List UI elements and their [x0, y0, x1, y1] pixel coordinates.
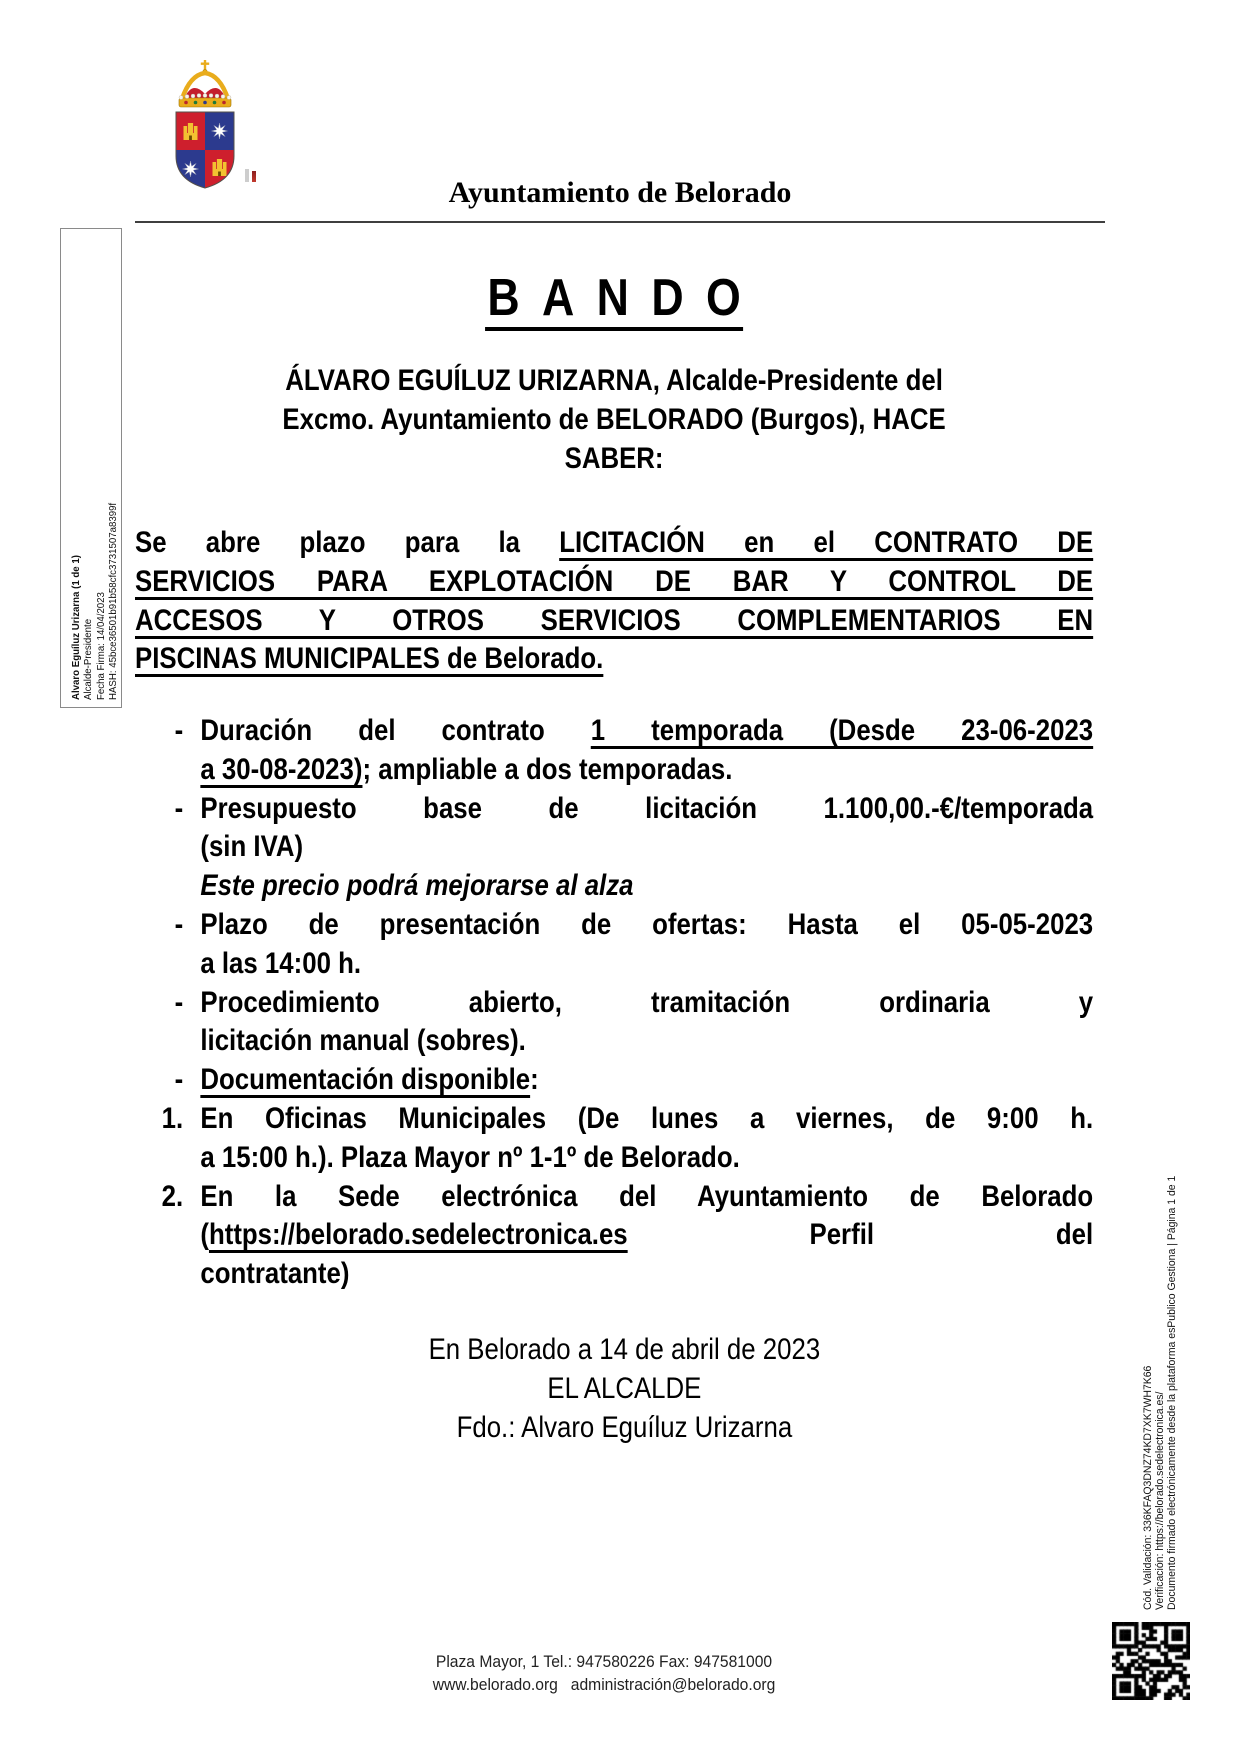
header-organization: Ayuntamiento de Belorado [448, 176, 792, 209]
list-item [135, 1100, 1093, 1178]
signed-platform-text: Documento firmado electrónicamente desde la plataforma esPublico Gestiona | Página 1 de 1 [1165, 1175, 1178, 1610]
text-segment: LICITACIÓN en el CONTRATO DE [559, 526, 1094, 559]
list-item-marker: - [174, 907, 184, 941]
list-item-line [200, 751, 1093, 790]
list-item-line [200, 1100, 1093, 1139]
list-item [135, 906, 1093, 984]
footer-address-line: Plaza Mayor, 1 Tel.: 947580226 Fax: 947581000 [435, 1652, 773, 1671]
text-segment: Se abre plazo para la [135, 526, 560, 559]
text-segment: : [530, 1063, 539, 1097]
text-segment: ( [200, 1218, 209, 1252]
footer-email: administración@belorado.org [570, 1675, 776, 1694]
signature-role: Alcalde-Presidente [82, 618, 95, 700]
list-item-line [200, 1216, 1093, 1255]
list-item-line [200, 867, 1093, 906]
text-segment: Procedimiento abierto, tramitación ordinaria y [200, 985, 1094, 1019]
heading-line: ÁLVARO EGUÍLUZ URIZARNA, Alcalde-Presidente del [285, 364, 943, 397]
text-segment: Este precio podrá mejorarse al alza [200, 869, 634, 903]
header-rule [135, 221, 1105, 223]
text-segment: contratante) [200, 1257, 350, 1291]
intro-paragraph [135, 524, 1093, 679]
list-item-line [200, 1061, 1093, 1100]
list-item-line [200, 1178, 1093, 1217]
belorado-coat-of-arms-icon [172, 58, 238, 192]
qr-code [1112, 1622, 1190, 1700]
text-segment: PISCINAS MUNICIPALES de Belorado. [135, 642, 604, 676]
list-item-line [200, 906, 1093, 945]
signature-hash: HASH: 45bce36501b91b58cfc3731507a8399f [107, 502, 120, 700]
signature-signer: Alvaro Eguíluz Urizarna (1 de 1) [70, 555, 82, 700]
text-segment: Documentación disponible [200, 1063, 531, 1097]
list-item [135, 790, 1093, 868]
list-item [135, 712, 1093, 790]
verification-url-text: Verificación: https://belorado.sedelectronica.es/ [1153, 1391, 1166, 1610]
text-segment: a las 14:00 h. [200, 946, 362, 980]
text-segment: En Oficinas Municipales (De lunes a viernes, de 9:00 h. [200, 1101, 1094, 1135]
validation-code-text: Cód. Validación: 336KFAQ3DNZ74KD7XK7WH7K66 [1142, 1365, 1154, 1610]
list-item-line [200, 828, 1093, 867]
text-segment: SERVICIOS PARA EXPLOTACIÓN DE BAR Y CONTROL DE [135, 564, 1094, 598]
text-segment: a 30-08-2023) [200, 752, 363, 786]
intro-line [135, 602, 1093, 641]
heading-line: Excmo. Ayuntamiento de BELORADO (Burgos), HACE [282, 402, 946, 436]
list-item-line [200, 1255, 1093, 1294]
text-segment: 1 temporada (Desde 23-06-2023 [590, 714, 1094, 747]
side-legal-text [1143, 993, 1178, 1611]
text-segment: En la Sede electrónica del Ayuntamiento de Belorado [200, 1179, 1094, 1213]
closing-role: EL ALCALDE [547, 1371, 702, 1405]
closing-block [156, 1331, 1094, 1447]
closing-signed-by: Fdo.: Alvaro Eguíluz Urizarna [456, 1410, 793, 1444]
text-segment: Presupuesto base de licitación 1.100,00.-€/temporada [200, 791, 1094, 825]
list-item-line [200, 984, 1093, 1023]
signature-date: Fecha Firma: 14/04/2023 [94, 592, 107, 700]
bando-title [135, 270, 1093, 327]
list-item-line [200, 1139, 1093, 1178]
closing-place-date: En Belorado a 14 de abril de 2023 [428, 1333, 821, 1366]
list-item-marker: 2. [161, 1179, 184, 1213]
text-segment: ; ampliable a dos temporadas. [362, 752, 733, 786]
list-item [135, 984, 1093, 1062]
text-segment: Plazo de presentación de ofertas: Hasta el 05-05-2023 [200, 907, 1094, 941]
list-item-line [200, 712, 1093, 751]
page-footer [163, 1650, 1044, 1696]
list-item-line [200, 945, 1093, 984]
footer-web-line [163, 1673, 1044, 1696]
list-item-marker: 1. [161, 1101, 184, 1135]
text-segment: a 15:00 h.). Plaza Mayor nº 1-1º de Belorado. [200, 1140, 740, 1174]
text-segment: (sin IVA) [200, 830, 304, 864]
footer-website: www.belorado.org [432, 1675, 558, 1694]
list-item-line [200, 1022, 1093, 1061]
text-segment: licitación manual (sobres). [200, 1024, 526, 1058]
list-item [135, 1061, 1093, 1100]
sede-electronica-url-link[interactable]: https://belorado.sedelectronica.es [208, 1218, 628, 1252]
list-item-marker: - [174, 985, 184, 1019]
heading-line: SABER: [564, 441, 664, 475]
bando-title-text: BANDO [487, 269, 764, 327]
list-item [135, 1178, 1093, 1294]
conditions-list [135, 712, 1093, 1294]
list-item-line [200, 790, 1093, 829]
list-item-marker: - [174, 1063, 184, 1097]
intro-line [135, 524, 1093, 563]
list-item [135, 867, 1093, 906]
signature-stamp-text [70, 271, 120, 700]
bando-title-underline [485, 327, 743, 331]
text-segment: Perfil del [627, 1218, 1094, 1252]
intro-line [135, 640, 1093, 679]
text-segment: ACCESOS Y OTROS SERVICIOS COMPLEMENTARIOS EN [135, 603, 1094, 637]
text-segment: Duración del contrato [200, 714, 591, 747]
intro-line [135, 563, 1093, 602]
list-item-marker: - [174, 791, 184, 825]
proclamation-heading [135, 362, 1093, 478]
list-item-marker: - [174, 714, 184, 747]
